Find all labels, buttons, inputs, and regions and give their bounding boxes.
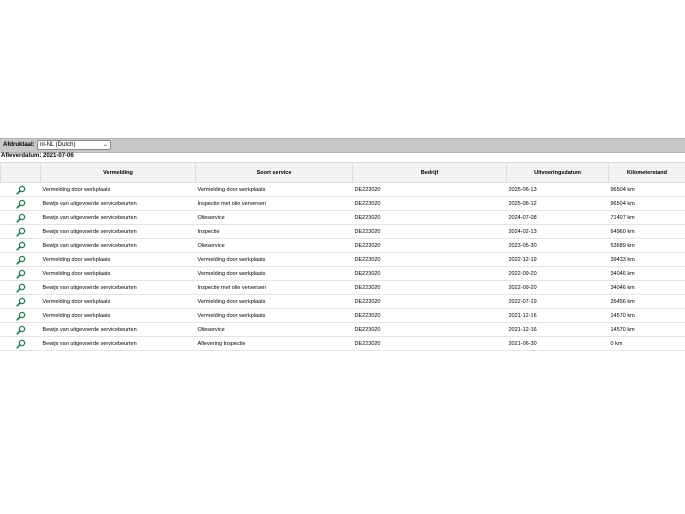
table-header-row <box>1 163 685 183</box>
cell-mileage: 39433 km <box>609 253 685 267</box>
magnifier-icon[interactable] <box>16 297 26 307</box>
row-action-cell <box>1 281 41 295</box>
magnifier-icon[interactable] <box>16 339 26 349</box>
header-date: Uitvoeringsdatum <box>507 163 609 183</box>
cell-notification: Bewijs van uitgevoerde servicebeurten <box>41 197 196 211</box>
row-action-cell <box>1 295 41 309</box>
magnifier-icon[interactable] <box>16 311 26 321</box>
cell-service-type: Vermelding door werkplaats <box>196 253 353 267</box>
table-row <box>1 225 685 239</box>
magnifier-icon[interactable] <box>16 283 26 293</box>
row-action-cell <box>1 267 41 281</box>
header-icon-column <box>1 163 41 183</box>
language-label: Afdruktaal: <box>3 142 35 148</box>
cell-service-type: Olieservice <box>196 211 353 225</box>
cell-mileage: 34046 km <box>609 281 685 295</box>
cell-date: 2024-02-13 <box>507 225 609 239</box>
print-date: Afleverdatum: 2021-07-06 <box>1 153 74 159</box>
cell-company: DE223020 <box>353 337 507 351</box>
cell-notification: Vermelding door werkplaats <box>41 267 196 281</box>
cell-service-type: Olieservice <box>196 239 353 253</box>
table-row <box>1 295 685 309</box>
cell-company: DE223020 <box>353 239 507 253</box>
cell-date: 2024-07-08 <box>507 211 609 225</box>
cell-service-type: Vermelding door werkplaats <box>196 295 353 309</box>
cell-service-type: Inspectie <box>196 225 353 239</box>
cell-company: DE223020 <box>353 211 507 225</box>
cell-mileage: 34046 km <box>609 267 685 281</box>
magnifier-icon[interactable] <box>16 255 26 265</box>
magnifier-icon[interactable] <box>16 213 26 223</box>
cell-date: 2021-06-30 <box>507 337 609 351</box>
cell-notification: Bewijs van uitgevoerde servicebeurten <box>41 323 196 337</box>
cell-notification: Bewijs van uitgevoerde servicebeurten <box>41 239 196 253</box>
cell-notification: Vermelding door werkplaats <box>41 183 196 197</box>
table-row <box>1 211 685 225</box>
cell-company: DE223020 <box>353 267 507 281</box>
cell-mileage: 64960 km <box>609 225 685 239</box>
row-action-cell <box>1 239 41 253</box>
cell-service-type: Inspectie met olie verversen <box>196 197 353 211</box>
cell-date: 2022-07-19 <box>507 295 609 309</box>
cell-mileage: 71407 km <box>609 211 685 225</box>
service-history-table <box>0 162 685 351</box>
row-action-cell <box>1 183 41 197</box>
cell-date: 2022-09-20 <box>507 267 609 281</box>
row-action-cell <box>1 253 41 267</box>
magnifier-icon[interactable] <box>16 269 26 279</box>
header-notification: Vermelding <box>41 163 196 183</box>
cell-mileage: 96504 km <box>609 183 685 197</box>
cell-company: DE223020 <box>353 183 507 197</box>
cell-mileage: 96504 km <box>609 197 685 211</box>
magnifier-icon[interactable] <box>16 185 26 195</box>
cell-date: 2021-12-16 <box>507 323 609 337</box>
cell-notification: Vermelding door werkplaats <box>41 295 196 309</box>
cell-notification: Vermelding door werkplaats <box>41 253 196 267</box>
table-row <box>1 253 685 267</box>
cell-company: DE223020 <box>353 253 507 267</box>
cell-notification: Bewijs van uitgevoerde servicebeurten <box>41 211 196 225</box>
row-action-cell <box>1 211 41 225</box>
table-row <box>1 267 685 281</box>
chevron-down-icon: ⌄ <box>102 142 108 148</box>
table-body <box>1 183 685 351</box>
table-row <box>1 183 685 197</box>
cell-date: 2025-06-12 <box>507 197 609 211</box>
cell-service-type: Vermelding door werkplaats <box>196 309 353 323</box>
cell-company: DE223020 <box>353 225 507 239</box>
row-action-cell <box>1 323 41 337</box>
language-select-value: nl-NL (Dutch) <box>40 142 76 148</box>
header-service-type: Soort service <box>196 163 353 183</box>
cell-mileage: 14570 km <box>609 323 685 337</box>
header-company: Bedrijf <box>353 163 507 183</box>
cell-notification: Vermelding door werkplaats <box>41 309 196 323</box>
table-row <box>1 281 685 295</box>
cell-company: DE223020 <box>353 323 507 337</box>
magnifier-icon[interactable] <box>16 241 26 251</box>
cell-mileage: 14570 km <box>609 309 685 323</box>
cell-date: 2021-12-16 <box>507 309 609 323</box>
magnifier-icon[interactable] <box>16 199 26 209</box>
cell-date: 2025-06-13 <box>507 183 609 197</box>
row-action-cell <box>1 337 41 351</box>
table-row <box>1 309 685 323</box>
cell-service-type: Vermelding door werkplaats <box>196 183 353 197</box>
cell-service-type: Inspectie met olie verversen <box>196 281 353 295</box>
language-select[interactable] <box>37 140 111 150</box>
cell-company: DE223020 <box>353 295 507 309</box>
cell-mileage: 0 km <box>609 337 685 351</box>
cell-company: DE223020 <box>353 281 507 295</box>
table-row <box>1 197 685 211</box>
cell-date: 2023-05-30 <box>507 239 609 253</box>
cell-service-type: Vermelding door werkplaats <box>196 267 353 281</box>
row-action-cell <box>1 225 41 239</box>
table-row <box>1 337 685 351</box>
cell-notification: Bewijs van uitgevoerde servicebeurten <box>41 225 196 239</box>
cell-date: 2022-12-19 <box>507 253 609 267</box>
cell-service-type: Olieservice <box>196 323 353 337</box>
cell-service-type: Aflevering Inspectie <box>196 337 353 351</box>
row-action-cell <box>1 309 41 323</box>
cell-mileage: 26456 km <box>609 295 685 309</box>
row-action-cell <box>1 197 41 211</box>
cell-notification: Bewijs van uitgevoerde servicebeurten <box>41 337 196 351</box>
cell-date: 2022-09-20 <box>507 281 609 295</box>
cell-notification: Bewijs van uitgevoerde servicebeurten <box>41 281 196 295</box>
magnifier-icon[interactable] <box>16 325 26 335</box>
cell-company: DE223020 <box>353 197 507 211</box>
magnifier-icon[interactable] <box>16 227 26 237</box>
cell-company: DE223020 <box>353 309 507 323</box>
cell-mileage: 53689 km <box>609 239 685 253</box>
header-mileage: Kilometerstand <box>609 163 685 183</box>
table-row <box>1 323 685 337</box>
table-row <box>1 239 685 253</box>
